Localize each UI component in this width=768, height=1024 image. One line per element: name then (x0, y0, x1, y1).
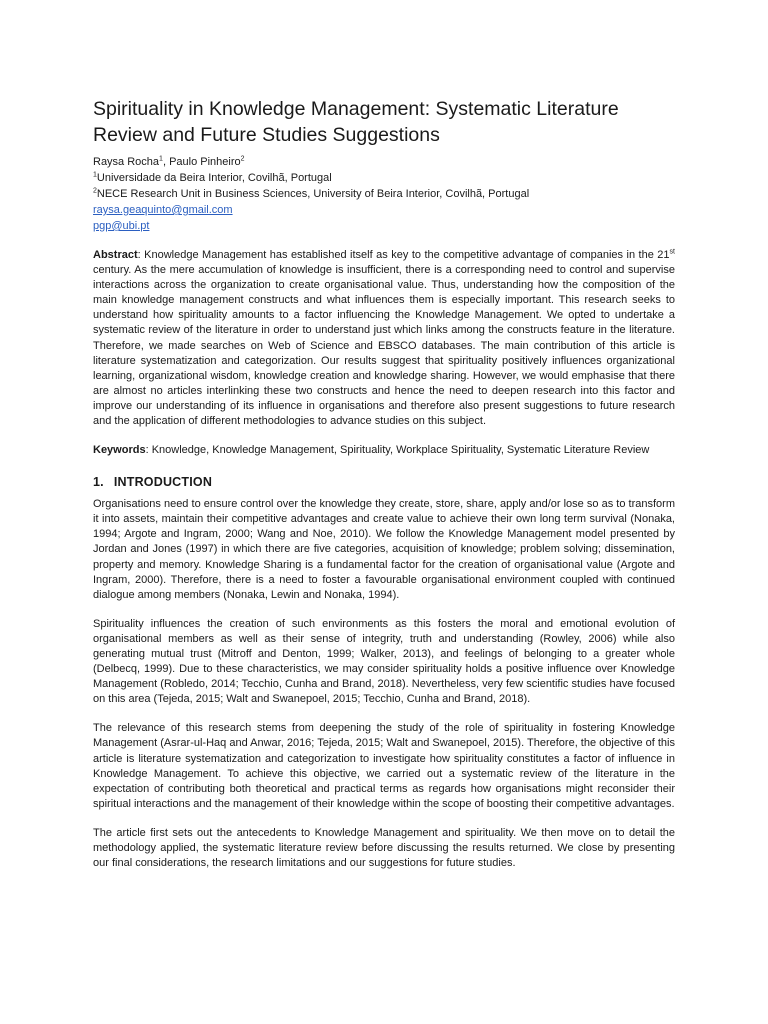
ordinal-suffix: st (669, 248, 675, 256)
email-link[interactable]: raysa.geaquinto@gmail.com (93, 204, 233, 216)
body-paragraph: Spirituality influences the creation of such environments as this fosters the moral and emotional evolution of organisational members as well as their sense of integrity, truth and understanding (Rowley, 2006) while also generating mutual trust (Mitroff and Denton, 1999; Walker, 2013), and feelings of belonging to a greater whole (Delbecq, 1999). Due to these characteristics, we may consider spirituality holds a positive influence over Knowledge Management (Robledo, 2014; Tecchio, Cunha and Brand, 2018). Nevertheless, very few scientific studies have focused on this area (Tejeda, 2015; Walt and Swanepoel, 2015; Tecchio, Cunha and Brand, 2018). (93, 617, 675, 706)
author-line (93, 154, 675, 170)
body-paragraph: The article first sets out the antecedents to Knowledge Management and spirituality. We then move on to detail the methodology applied, the systematic literature review before discussing the results returned. We close by presenting our final considerations, the research limitations and our suggestions for future studies. (93, 826, 675, 870)
keywords-text: : Knowledge, Knowledge Management, Spirituality, Workplace Spirituality, Systematic Literature Review (145, 444, 650, 457)
affiliation-line (93, 186, 675, 202)
author-name: Paulo Pinheiro (169, 156, 241, 168)
author-name: Raysa Rocha (93, 156, 160, 168)
author-separator: , (162, 156, 170, 168)
email-line (93, 218, 675, 234)
affiliation-text: NECE Research Unit in Business Sciences, University of Beira Interior, Covilhã, Portugal (96, 188, 530, 200)
section-title: INTRODUCTION (113, 475, 213, 490)
abstract-text: : Knowledge Management has established itself as key to the competitive advantage of companies in the 21 (137, 249, 670, 261)
email-line (93, 202, 675, 218)
author-block (93, 154, 675, 234)
author-affiliation-mark: 2 (240, 155, 245, 163)
keywords-label: Keywords (93, 444, 146, 457)
abstract-label: Abstract (93, 249, 138, 261)
author-affiliation-mark: 1 (159, 155, 163, 163)
abstract (93, 248, 675, 429)
keywords (93, 443, 675, 458)
affiliation-mark: 2 (93, 187, 97, 195)
body-paragraph: Organisations need to ensure control over the knowledge they create, store, share, apply and/or lose so as to transform it into assets, maintain their competitive advantages and create value to achieve their own long term survival (Nonaka, 1994; Argote and Ingram, 2000; Wang and Noe, 2010). We follow the Knowledge Management model presented by Jordan and Jones (1997) in which there are five categories, acquisition of knowledge; problem solving; dissemination, property and memory. Knowledge Sharing is a fundamental factor for the creation of organisational value (Argote and Ingram, 2000). Therefore, there is a need to foster a favourable organisational environment coupled with continued dialogue among members (Nonaka, Lewin and Nonaka, 1994). (93, 498, 675, 601)
section-number: 1. (93, 475, 104, 490)
body-paragraph: The relevance of this research stems from deepening the study of the role of spirituality in fostering Knowledge Management (Asrar-ul-Haq and Anwar, 2016; Tejeda, 2015; Walt and Swanepoel, 2015). Therefore, the objective of this article is literature systematization and categorization to investigate how spirituality constitutes a factor of influence in Knowledge Management. To achieve this objective, we carried out a systematic review of the literature in the expectation of contributing both theoretical and practical terms as regards how organisations might reconsider their spiritual interactions and the management of their knowledge within the scope of boosting their competitive advantages. (93, 722, 675, 810)
affiliation-text: Universidade da Beira Interior, Covilhã, Portugal (96, 172, 332, 184)
section-heading (93, 475, 675, 489)
paper-title: Spirituality in Knowledge Management: Systematic Literature Review and Future Studies Suggestions (93, 98, 619, 146)
abstract-text: century. As the mere accumulation of knowledge is insufficient, there is a corresponding need to control and supervise interactions across the organization to create organisational value. Thus, understanding how the composition of the main knowledge management constructs and what influences them is especially important. This research seeks to understand how spirituality amounts to a factor influencing the Knowledge Management. We opted to undertake a systematic review of the literature in order to understand just which links among the constructs feature in the literature. Therefore, we made searches on Web of Science and EBSCO databases. The main contribution of this article is literature systematization and categorization. Our results suggest that spirituality positively influences organizational learning, organizational wisdom, knowledge creation and knowledge sharing. However, we would emphasise that there are almost no articles interlinking these two constructs and hence the need to deepen research into this factor and improve our understanding of its influence in organisations and therefore also present suggestions to future research and the application of different methodologies to advance studies on this subject. (93, 264, 675, 428)
email-link[interactable]: pgp@ubi.pt (93, 220, 150, 232)
affiliation-line (93, 170, 675, 186)
affiliation-mark: 1 (93, 171, 97, 179)
